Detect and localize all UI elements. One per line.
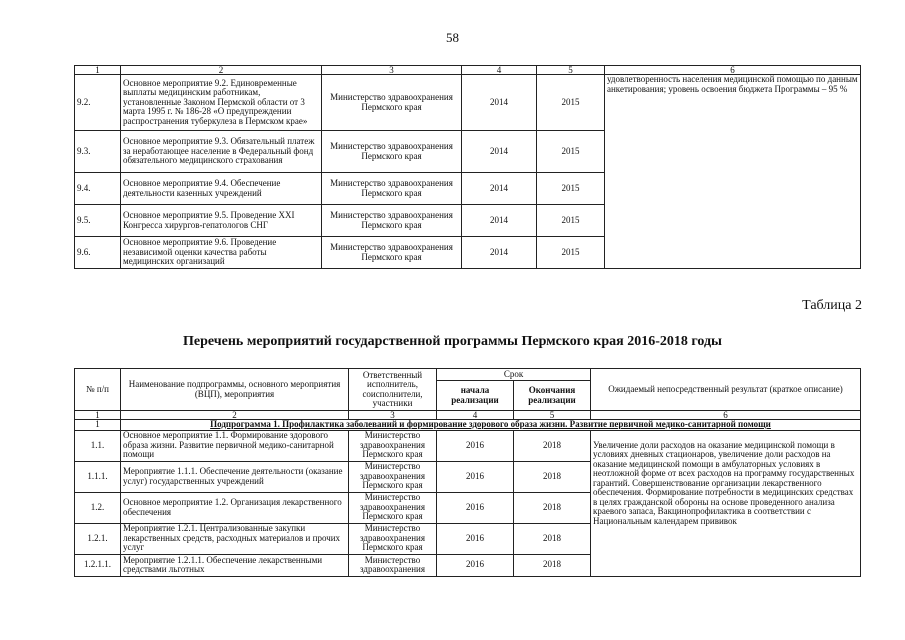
col-num: 4: [462, 66, 537, 75]
subprogram-row: [75, 420, 861, 431]
row-end: 2015: [537, 173, 605, 205]
row-executor: Министерство здравоохранения Пермского края: [322, 75, 462, 131]
row-start: 2016: [437, 461, 514, 492]
row-number: 1.2.1.1.: [75, 554, 121, 576]
row-executor: Министерство здравоохранения Пермского края: [349, 430, 437, 461]
document-title: Перечень мероприятий государственной программы Пермского края 2016-2018 годы: [183, 334, 722, 349]
row-executor: Министерство здравоохранения Пермского края: [322, 237, 462, 269]
table-row: [75, 430, 861, 461]
row-start: 2014: [462, 205, 537, 237]
measures-table: [74, 368, 861, 577]
row-name: Основное мероприятие 9.5. Проведение XXI Конгресса хирургов-гепатологов СНГ: [121, 205, 322, 237]
row-end: 2015: [537, 75, 605, 131]
row-number: 1.1.: [75, 430, 121, 461]
continued-table: [74, 65, 861, 269]
row-start: 2016: [437, 492, 514, 523]
header-row: [75, 369, 861, 381]
row-executor: Министерство здравоохранения Пермского края: [349, 461, 437, 492]
row-name: Основное мероприятие 9.4. Обеспечение деятельности казенных учреждений: [121, 173, 322, 205]
row-result: удовлетворенность населения медицинской помощью по данным анкетирования; уровень освоения бюджета Программы – 95 %: [605, 75, 861, 269]
header-executor: Ответственный исполнитель, соисполнители, участники: [349, 369, 437, 411]
row-end: 2018: [514, 461, 591, 492]
row-start: 2014: [462, 237, 537, 269]
row-end: 2018: [514, 523, 591, 554]
row-name: Мероприятие 1.1.1. Обеспечение деятельности (оказание услуг) государственных учреждений: [121, 461, 349, 492]
row-executor: Министерство здравоохранения Пермского края: [322, 173, 462, 205]
row-number: 9.2.: [75, 75, 121, 131]
header-end: Окончания реализации: [514, 381, 591, 411]
row-executor: Министерство здравоохранения: [349, 554, 437, 576]
header-name: Наименование подпрограммы, основного мероприятия (ВЦП), мероприятия: [121, 369, 349, 411]
col-num: 3: [349, 411, 437, 420]
row-executor: Министерство здравоохранения Пермского края: [349, 523, 437, 554]
row-start: 2014: [462, 173, 537, 205]
col-num: 5: [514, 411, 591, 420]
row-executor: Министерство здравоохранения Пермского края: [322, 131, 462, 173]
row-name: Основное мероприятие 1.1. Формирование здорового образа жизни. Развитие первичной медико-санитарной помощи: [121, 430, 349, 461]
row-end: 2015: [537, 205, 605, 237]
header-start: начала реализации: [437, 381, 514, 411]
row-executor: Министерство здравоохранения Пермского края: [322, 205, 462, 237]
row-end: 2015: [537, 131, 605, 173]
col-num: 2: [121, 411, 349, 420]
col-num: 6: [605, 66, 861, 75]
subprogram-title: Подпрограмма 1. Профилактика заболеваний и формирование здорового образа жизни. Развитие первичной медико-санитарной помощи: [121, 420, 861, 431]
row-end: 2015: [537, 237, 605, 269]
row-number: 9.4.: [75, 173, 121, 205]
row-name: Основное мероприятие 9.2. Единовременные выплаты медицинским работникам, установленные Законом Пермской области от 3 марта 1995 г. № 186-28 «О предупреждении распространения туберкулеза в Пермском крае»: [121, 75, 322, 131]
row-end: 2018: [514, 554, 591, 576]
row-executor: Министерство здравоохранения Пермского края: [349, 492, 437, 523]
header-period: Срок: [437, 369, 591, 381]
row-start: 2016: [437, 523, 514, 554]
row-name: Мероприятие 1.2.1. Централизованные закупки лекарственных средств, расходных материалов и прочих услуг: [121, 523, 349, 554]
page-number: 58: [446, 30, 459, 45]
subprogram-number: 1: [75, 420, 121, 431]
row-number: 9.5.: [75, 205, 121, 237]
column-number-row: [75, 411, 861, 420]
header-num: № п/п: [75, 369, 121, 411]
row-start: 2014: [462, 75, 537, 131]
table-caption: Таблица 2: [802, 298, 862, 313]
row-name: Основное мероприятие 1.2. Организация лекарственного обеспечения: [121, 492, 349, 523]
row-number: 9.3.: [75, 131, 121, 173]
col-num: 3: [322, 66, 462, 75]
row-start: 2014: [462, 131, 537, 173]
col-num: 1: [75, 66, 121, 75]
row-name: Основное мероприятие 9.3. Обязательный платеж за неработающее население в Федеральный фонд обязательного медицинского страхования: [121, 131, 322, 173]
row-number: 1.2.: [75, 492, 121, 523]
col-num: 2: [121, 66, 322, 75]
row-result: Увеличение доли расходов на оказание медицинской помощи в условиях дневных стационаров, увеличение доли расходов на оказание медицинской помощи в амбулаторных условиях в неотложной форме от всех расходов на программу государственных гарантий. Совершенствование организации лекарственного обеспечения. Формирование потребности в медицинских средствах в целях гражданской обороны на основе проведенного анализа краевого запаса, Вакцинопрофилактика в соответствии с Национальным календарем прививок: [591, 430, 861, 576]
row-number: 9.6.: [75, 237, 121, 269]
row-start: 2016: [437, 430, 514, 461]
row-name: Основное мероприятие 9.6. Проведение независимой оценки качества работы медицинских организаций: [121, 237, 322, 269]
table-row: [75, 75, 861, 131]
col-num: 6: [591, 411, 861, 420]
row-number: 1.2.1.: [75, 523, 121, 554]
row-name: Мероприятие 1.2.1.1. Обеспечение лекарственными средствами льготных: [121, 554, 349, 576]
row-number: 1.1.1.: [75, 461, 121, 492]
col-num: 4: [437, 411, 514, 420]
column-number-row: [75, 66, 861, 75]
col-num: 5: [537, 66, 605, 75]
row-end: 2018: [514, 492, 591, 523]
col-num: 1: [75, 411, 121, 420]
row-end: 2018: [514, 430, 591, 461]
row-start: 2016: [437, 554, 514, 576]
header-result: Ожидаемый непосредственный результат (краткое описание): [591, 369, 861, 411]
